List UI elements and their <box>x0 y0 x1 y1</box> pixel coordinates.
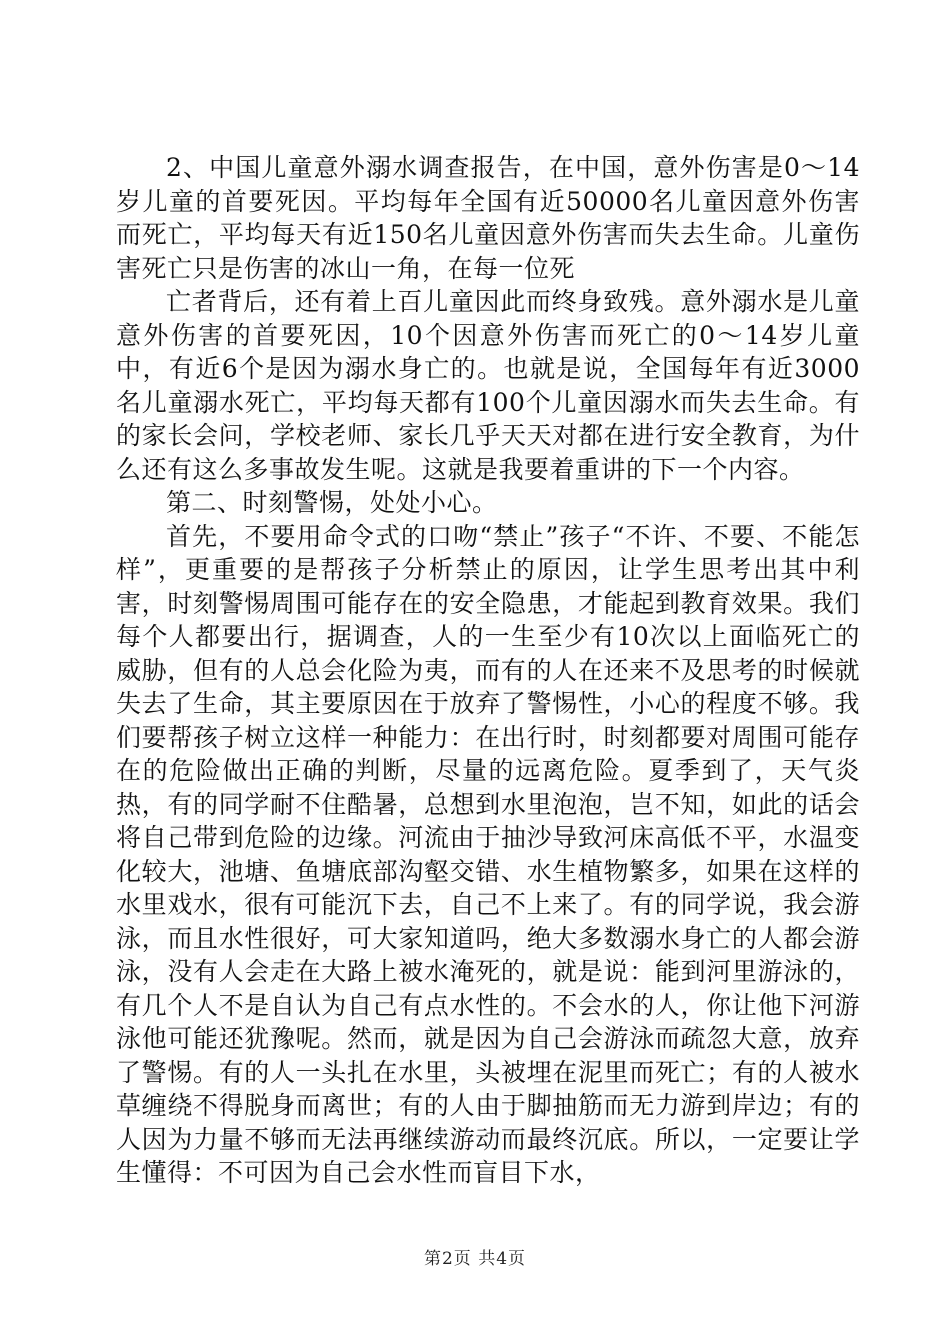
paragraph-drowning-report: 2、中国儿童意外溺水调查报告，在中国，意外伤害是0～14岁儿童的首要死因。平均每年全国有近50000名儿童因意外伤害而死亡，平均每天有近150名儿童因意外伤害而失去生命。儿童伤害死亡只是伤害的冰山一角，在每一位死 <box>116 153 860 283</box>
page-number-footer: 第2页 共4页 <box>423 1249 527 1269</box>
section-heading: 第二、时刻警惕，处处小心。 <box>166 488 498 517</box>
paragraph-drowning-statistics: 亡者背后，还有着上百儿童因此而终身致残。意外溺水是儿童意外伤害的首要死因，10个因意外伤害而死亡的0～14岁儿童中，有近6个是因为溺水身亡的。也就是说，全国每年有近3000名儿童溺水死亡，平均每天都有100个儿童因溺水而失去生命。有的家长会问，学校老师、家长几乎天天对都在进行安全教育，为什么还有这么多事故发生呢。这就是我要着重讲的下一个内容。 <box>116 287 860 484</box>
document-body <box>116 151 860 1190</box>
paragraph-safety-advice: 首先，不要用命令式的口吻“禁止”孩子“不许、不要、不能怎样”，更重要的是帮孩子分析禁止的原因，让学生思考出其中利害，时刻警惕周围可能存在的安全隐患，才能起到教育效果。我们每个人都要出行，据调查，人的一生至少有10次以上面临死亡的威胁，但有的人总会化险为夷，而有的人在还来不及思考的时候就失去了生命，其主要原因在于放弃了警惕性，小心的程度不够。我们要帮孩子树立这样一种能力：在出行时，时刻都要对周围可能存在的危险做出正确的判断，尽量的远离危险。夏季到了，天气炎热，有的同学耐不住酷暑，总想到水里泡泡，岂不知，如此的话会将自己带到危险的边缘。河流由于抽沙导致河床高低不平，水温变化较大，池塘、鱼塘底部沟壑交错、水生植物繁多，如果在这样的水里戏水，很有可能沉下去，自己不上来了。有的同学说，我会游泳，而且水性很好，可大家知道吗，绝大多数溺水身亡的人都会游泳，没有人会走在大路上被水淹死的，就是说：能到河里游泳的，有几个人不是自认为自己有点水性的。不会水的人，你让他下河游泳他可能还犹豫呢。然而，就是因为自己会游泳而疏忽大意，放弃了警惕。有的人一头扎在水里，头被埋在泥里而死亡；有的人被水草缠绕不得脱身而离世；有的人由于脚抽筋而无力游到岸边；有的人因为力量不够而无法再继续游动而最终沉底。所以，一定要让学生懂得：不可因为自己会水性而盲目下水， <box>116 521 860 1187</box>
